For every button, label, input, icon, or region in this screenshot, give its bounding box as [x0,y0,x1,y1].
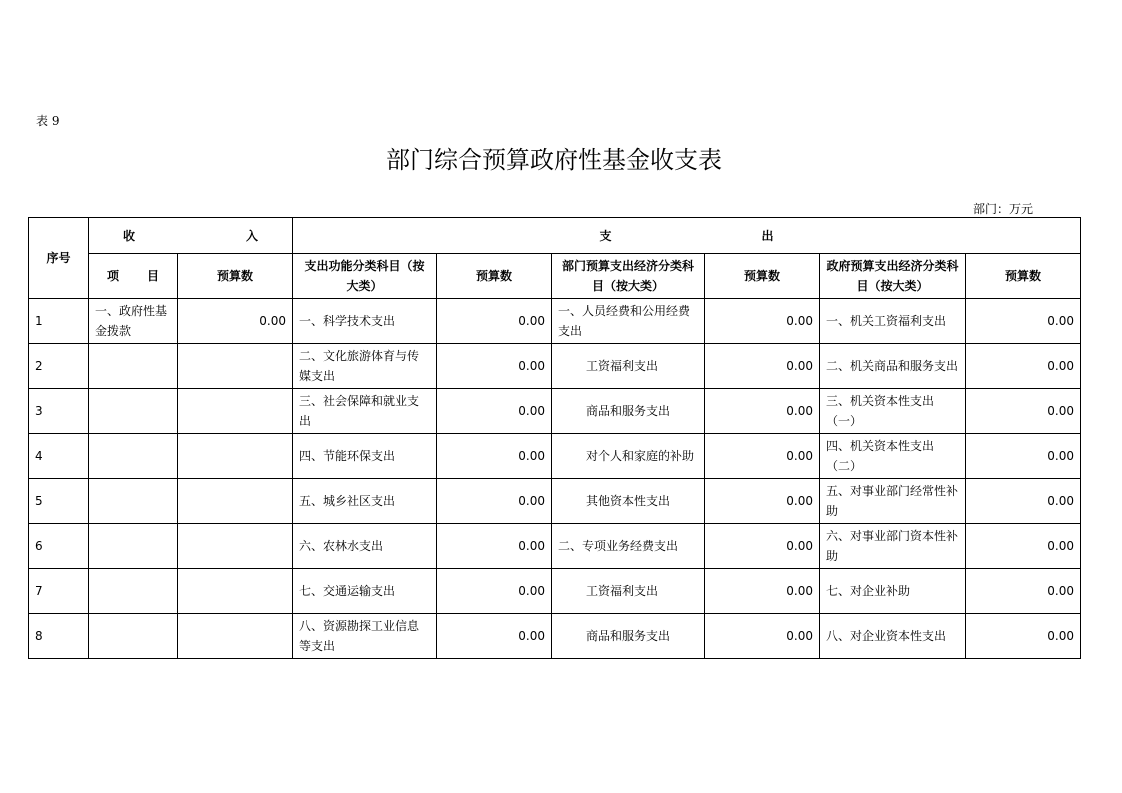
income-item: 一、政府性基金拨款 [89,299,178,344]
dept-amount: 0.00 [705,389,820,434]
dept-item: 商品和服务支出 [552,389,705,434]
gov-item: 一、机关工资福利支出 [820,299,966,344]
row-seq: 4 [29,434,89,479]
income-amount [178,434,293,479]
row-seq: 2 [29,344,89,389]
dept-item: 一、人员经费和公用经费支出 [552,299,705,344]
unit-label: 部门：万元 [973,202,1034,216]
income-item [89,524,178,569]
header-dept-budget: 预算数 [705,254,820,299]
table-row [29,434,1081,479]
gov-item: 二、机关商品和服务支出 [820,344,966,389]
income-item [89,389,178,434]
gov-item: 七、对企业补助 [820,569,966,614]
func-amount: 0.00 [437,344,552,389]
gov-amount: 0.00 [966,434,1081,479]
gov-item: 八、对企业资本性支出 [820,614,966,659]
row-seq: 8 [29,614,89,659]
func-item: 五、城乡社区支出 [293,479,437,524]
dept-item: 二、专项业务经费支出 [552,524,705,569]
header-seq: 序号 [29,218,89,299]
dept-item: 工资福利支出 [552,569,705,614]
header-gov-budget: 预算数 [966,254,1081,299]
row-seq: 6 [29,524,89,569]
func-amount: 0.00 [437,569,552,614]
func-amount: 0.00 [437,524,552,569]
gov-item: 六、对事业部门资本性补助 [820,524,966,569]
gov-amount: 0.00 [966,479,1081,524]
budget-table [28,217,1081,659]
header-func-class: 支出功能分类科目（按大类） [293,254,437,299]
table-row [29,614,1081,659]
func-item: 八、资源勘探工业信息等支出 [293,614,437,659]
income-item [89,344,178,389]
income-amount [178,524,293,569]
header-gov-econ: 政府预算支出经济分类科目（按大类） [820,254,966,299]
header-income-budget: 预算数 [178,254,293,299]
func-item: 二、文化旅游体育与传媒支出 [293,344,437,389]
income-item [89,479,178,524]
func-amount: 0.00 [437,479,552,524]
header-func-budget: 预算数 [437,254,552,299]
dept-item-text: 对个人和家庭的补助 [586,449,695,463]
gov-item: 四、机关资本性支出（二） [820,434,966,479]
income-amount [178,389,293,434]
header-income-b: 入 [245,228,258,243]
header-dept-econ: 部门预算支出经济分类科目（按大类） [552,254,705,299]
table-row [29,299,1081,344]
income-item [89,434,178,479]
table-row [29,479,1081,524]
row-seq: 5 [29,479,89,524]
header-item-b: 目 [146,269,159,283]
gov-amount: 0.00 [966,344,1081,389]
row-seq: 1 [29,299,89,344]
row-seq: 3 [29,389,89,434]
table-row [29,344,1081,389]
table-number: 表 9 [36,114,60,128]
func-amount: 0.00 [437,299,552,344]
gov-amount: 0.00 [966,569,1081,614]
income-amount [178,479,293,524]
dept-amount: 0.00 [705,524,820,569]
header-income-a: 收 [123,228,136,243]
dept-amount: 0.00 [705,434,820,479]
func-item: 三、社会保障和就业支出 [293,389,437,434]
row-seq: 7 [29,569,89,614]
table-row [29,569,1081,614]
gov-amount: 0.00 [966,524,1081,569]
income-item [89,569,178,614]
gov-item: 三、机关资本性支出（一） [820,389,966,434]
func-amount: 0.00 [437,434,552,479]
header-expense-b: 出 [761,228,774,243]
dept-amount: 0.00 [705,344,820,389]
header-item [89,254,178,299]
func-item: 七、交通运输支出 [293,569,437,614]
income-amount [178,569,293,614]
table-row [29,524,1081,569]
page-title: 部门综合预算政府性基金收支表 [386,146,722,174]
income-amount [178,344,293,389]
dept-item: 其他资本性支出 [552,479,705,524]
header-income [89,218,293,254]
dept-amount: 0.00 [705,614,820,659]
func-item: 四、节能环保支出 [293,434,437,479]
gov-amount: 0.00 [966,389,1081,434]
gov-item: 五、对事业部门经常性补助 [820,479,966,524]
gov-amount: 0.00 [966,299,1081,344]
gov-amount: 0.00 [966,614,1081,659]
dept-amount: 0.00 [705,479,820,524]
dept-item: 工资福利支出 [552,344,705,389]
dept-amount: 0.00 [705,569,820,614]
func-amount: 0.00 [437,389,552,434]
header-expense [293,218,1081,254]
header-expense-a: 支 [599,228,612,243]
income-item [89,614,178,659]
dept-item: 商品和服务支出 [552,614,705,659]
income-amount [178,614,293,659]
table-row [29,389,1081,434]
income-amount: 0.00 [178,299,293,344]
header-item-a: 项 [107,269,120,283]
dept-item [552,434,705,479]
func-item: 六、农林水支出 [293,524,437,569]
func-item: 一、科学技术支出 [293,299,437,344]
func-amount: 0.00 [437,614,552,659]
dept-amount: 0.00 [705,299,820,344]
